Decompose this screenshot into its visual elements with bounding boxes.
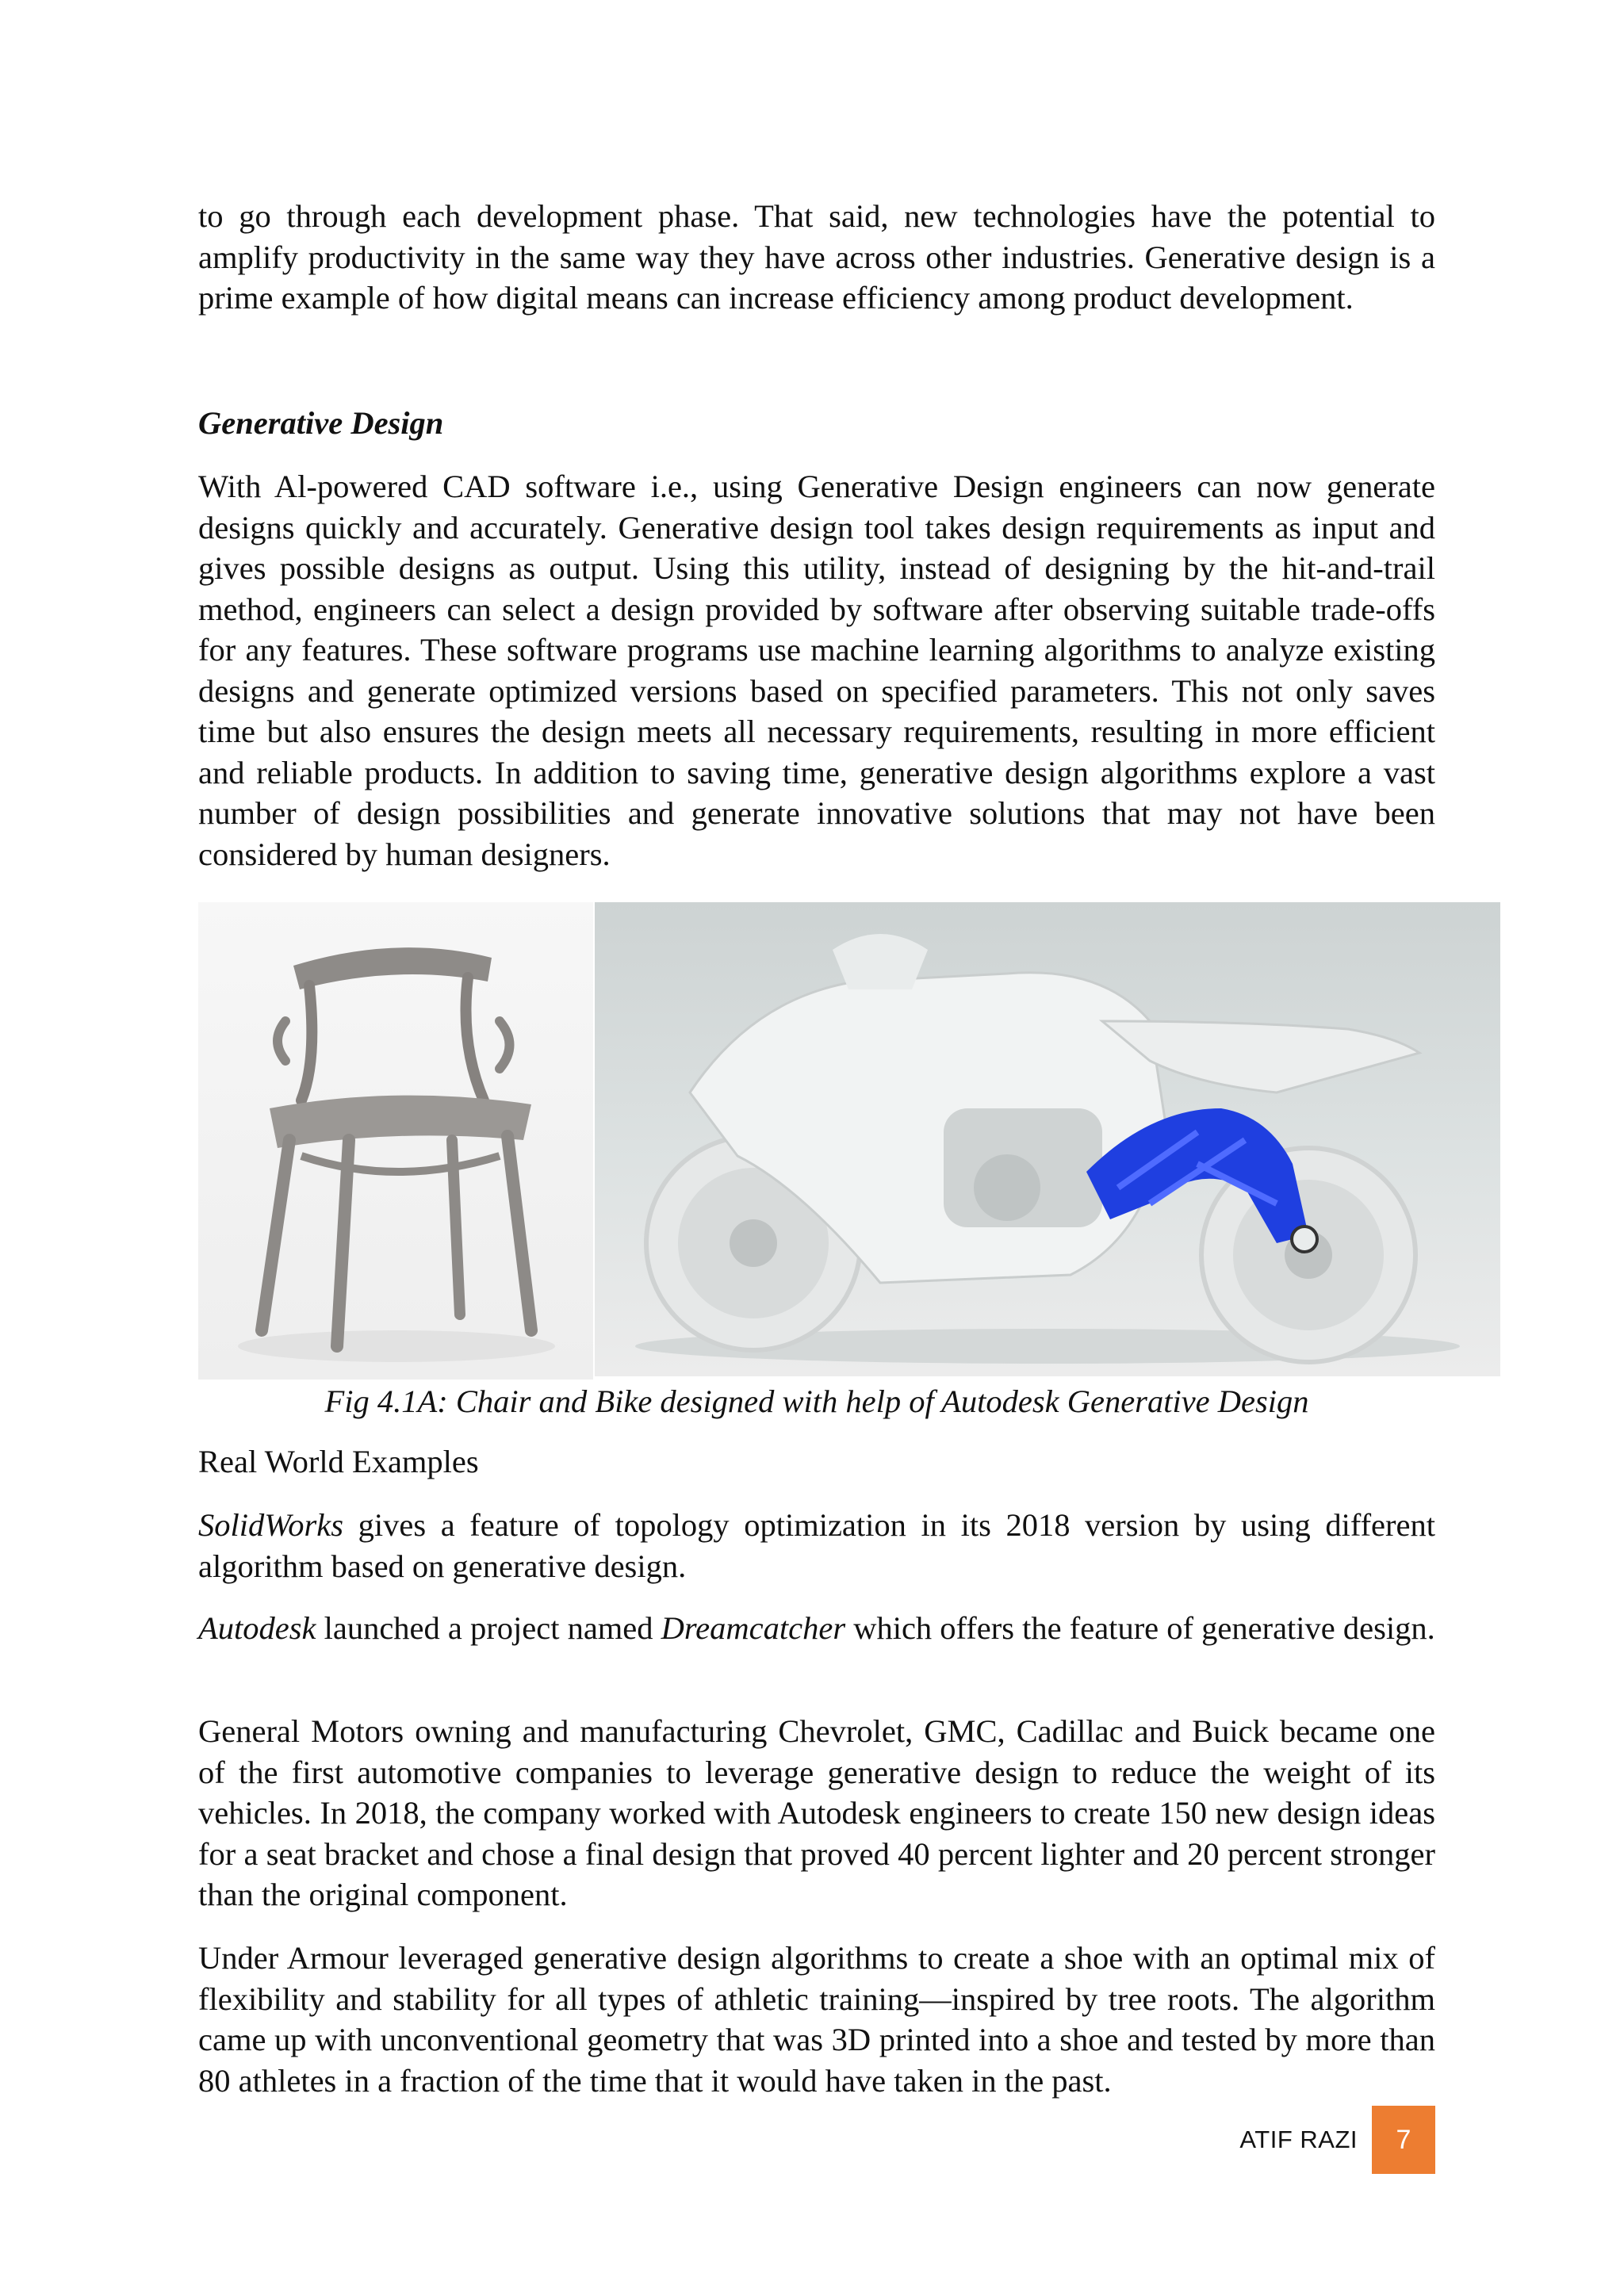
figure-caption: Fig 4.1A: Chair and Bike designed with help of Autodesk Generative Design [324,1383,1309,1419]
autodesk-text-b: which offers the feature of generative design. [845,1610,1435,1646]
section-heading: Generative Design [198,405,444,441]
autodesk-name: Autodesk [198,1610,316,1646]
general-motors-paragraph: General Motors owning and manufacturing Chevrolet, GMC, Cadillac and Buick became one of the first automotive companies to leverage generative design to reduce the weight of its vehicles. In 2018, the company worked with Autodesk engineers to create 150 new design ideas for a seat bracket and chose a final design that proved 40 percent lighter and 20 percent stronger than the original component. [198,1713,1435,1912]
solidworks-paragraph [198,1505,1435,1586]
solidworks-text: gives a feature of topology optimization in its 2018 version by using different algorithm based on generative design. [198,1507,1435,1584]
motorcycle-image [595,902,1500,1376]
chair-illustration [198,902,593,1380]
author-name: ATIF RAZI [1239,2126,1358,2153]
generative-design-paragraph: With Al-powered CAD software i.e., using Generative Design engineers can now generate designs quickly and accurately. Generative design tool takes design requirements as input and gives possible designs as output. Using this utility, instead of designing by the hit-and-trail method, engineers can select a design provided by software after observing suitable trade-offs for any features. These software programs use machine learning algorithms to analyze existing designs and generate optimized versions based on specified parameters. This not only saves time but also ensures the design meets all necessary requirements, resulting in more efficient and reliable products. In addition to saving time, generative design algorithms explore a vast number of design possibilities and generate innovative solutions that may not have been considered by human designers. [198,469,1435,872]
autodesk-text-a: launched a project named [316,1610,661,1646]
page-number: 7 [1372,2106,1435,2174]
figure-4-1a [198,902,1500,1380]
solidworks-name: SolidWorks [198,1507,344,1543]
examples-heading: Real World Examples [198,1444,479,1479]
under-armour-paragraph: Under Armour leveraged generative design algorithms to create a shoe with an optimal mix of flexibility and stability for all types of athletic training—inspired by tree roots. The algorithm came up with unconventional geometry that was 3D printed into a shoe and tested by more than 80 athletes in a fraction of the time that it would have taken in the past. [198,1940,1435,2099]
chair-image [198,902,593,1380]
intro-paragraph: to go through each development phase. That said, new technologies have the potential to amplify productivity in the same way they have across other industries. Generative design is a prime example of how digital means can increase efficiency among product development. [198,198,1435,316]
page-footer [1239,2106,1435,2174]
autodesk-paragraph [198,1608,1435,1649]
motorcycle-illustration [595,902,1500,1376]
dreamcatcher-name: Dreamcatcher [661,1610,846,1646]
